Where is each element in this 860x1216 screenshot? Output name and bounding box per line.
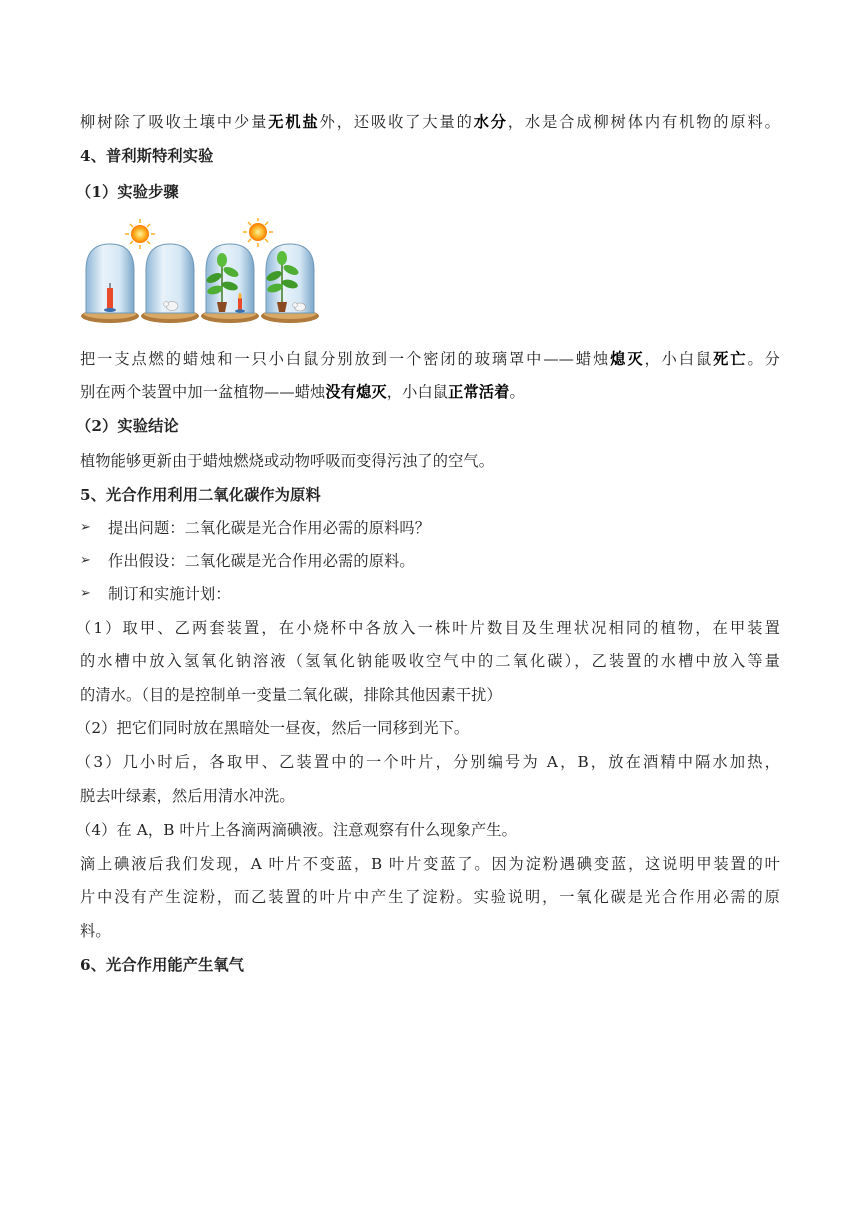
procedure-text-4: 别在两个装置中加一盆植物——蜡烛 <box>80 383 326 401</box>
bullet-arrow-icon: ➢ <box>80 586 91 601</box>
section4-subheading-conclusion: （2）实验结论 <box>76 417 179 435</box>
section4-subheading-steps: （1）实验步骤 <box>76 183 179 201</box>
bullet-plan: 制订和实施计划： <box>108 585 231 603</box>
procedure-text-2: ，小白鼠 <box>644 350 714 368</box>
procedure-text-1: 把一支点燃的蜡烛和一只小白鼠分别放到一个密闭的玻璃罩中——蜡烛 <box>80 350 611 368</box>
intro-text-1: 柳树除了吸收土壤中少量 <box>80 113 269 131</box>
step1-line-2: 的水槽中放入氢氧化钠溶液（氢氧化钠能吸收空气中的二氧化碳），乙装置的水槽中放入等量 <box>80 652 780 670</box>
step3-line-2: 脱去叶绿素，然后用清水冲洗。 <box>80 787 295 805</box>
bullet-arrow-icon: ➢ <box>80 520 91 535</box>
bell-jar-plant-candle <box>201 244 259 323</box>
section6-heading: 6、光合作用能产生氧气 <box>80 956 245 974</box>
result-line-2: 片中没有产生淀粉，而乙装置的叶片中产生了淀粉。实验说明，一氧化碳是光合作用必需的原 <box>80 888 780 906</box>
step2-text: （2）把它们同时放在黑暗处一昼夜，然后一同移到光下。 <box>76 719 470 737</box>
bell-jar-mouse <box>141 244 199 323</box>
bullet-hypothesis: 作出假设：二氧化碳是光合作用必需的原料。 <box>108 552 415 570</box>
bold-dead: 死亡 <box>713 350 748 368</box>
step1-line-3: 的清水。（目的是控制单一变量二氧化碳，排除其他因素干扰） <box>80 686 502 704</box>
bold-alive: 正常活着 <box>448 383 510 401</box>
step1-line-1: （1）取甲、乙两套装置，在小烧杯中各放入一株叶片数目及生理状况相同的植物，在甲装置 <box>76 619 780 637</box>
intro-line <box>80 112 780 132</box>
result-line-1: 滴上碘液后我们发现，A 叶片不变蓝，B 叶片变蓝了。因为淀粉遇碘变蓝，这说明甲装置的叶 <box>80 855 780 873</box>
bold-not-extinguished: 没有熄灭 <box>325 383 387 401</box>
result-line-3: 料。 <box>80 922 111 940</box>
step4-text: （4）在 A，B 叶片上各滴两滴碘液。注意观察有什么现象产生。 <box>76 821 517 839</box>
procedure-text-3: 。分 <box>747 350 780 368</box>
sun-icon <box>125 219 155 249</box>
bold-extinguished: 熄灭 <box>610 350 645 368</box>
procedure-text-6: 。 <box>509 383 525 401</box>
procedure-line-1 <box>80 349 780 369</box>
step3-line-1: （3）几小时后，各取甲、乙装置中的一个叶片，分别编号为 A，B，放在酒精中隔水加热， <box>76 753 780 771</box>
bell-jar-candle <box>81 244 139 323</box>
bullet-arrow-icon: ➢ <box>80 553 91 568</box>
intro-text-2: 外，还吸收了大量的 <box>319 113 474 131</box>
bell-jar-plant-mouse <box>261 244 319 323</box>
intro-bold-inorganic-salt: 无机盐 <box>268 113 320 131</box>
section5-heading: 5、光合作用利用二氧化碳作为原料 <box>80 486 321 504</box>
section4-heading: 4、普利斯特利实验 <box>80 147 214 165</box>
bell-jar-experiment-figure <box>80 218 320 330</box>
sun-icon <box>243 218 273 247</box>
intro-bold-water: 水分 <box>473 113 508 131</box>
procedure-line-2 <box>80 382 780 402</box>
conclusion-text: 植物能够更新由于蜡烛燃烧或动物呼吸而变得污浊了的空气。 <box>80 452 495 470</box>
bullet-question: 提出问题：二氧化碳是光合作用必需的原料吗？ <box>108 519 431 537</box>
procedure-text-5: ，小白鼠 <box>386 383 449 401</box>
intro-text-3: ，水是合成柳树体内有机物的原料。 <box>507 113 780 131</box>
